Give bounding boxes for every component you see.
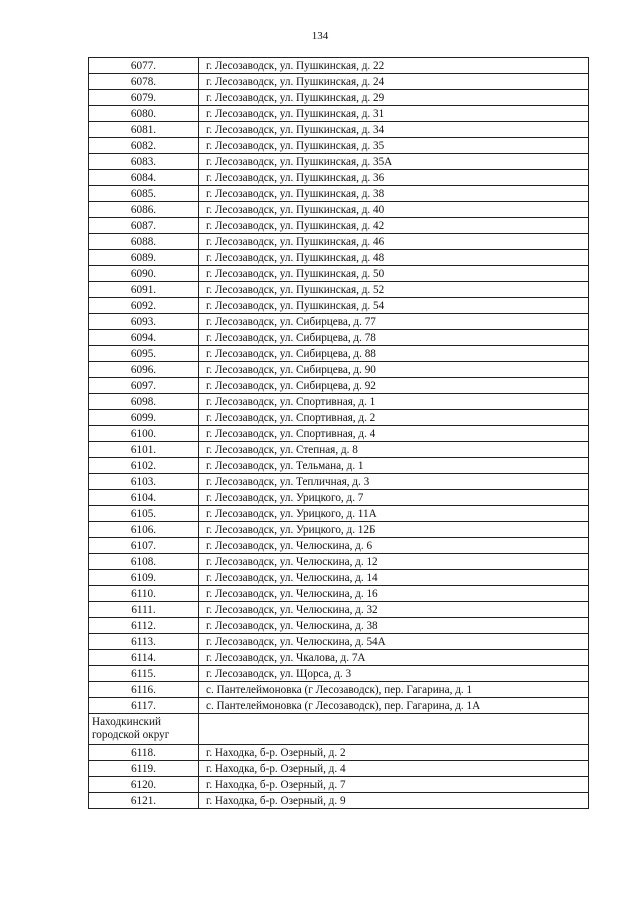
row-number-cell: 6098.: [89, 394, 199, 410]
row-number-cell: 6092.: [89, 298, 199, 314]
table-row: [89, 346, 589, 362]
table-row: [89, 474, 589, 490]
table-row: [89, 458, 589, 474]
row-number-cell: 6120.: [89, 777, 199, 793]
row-number-cell: 6089.: [89, 250, 199, 266]
table-row: [89, 298, 589, 314]
table-row: [89, 426, 589, 442]
table-row: [89, 218, 589, 234]
address-cell: г. Лесозаводск, ул. Пушкинская, д. 24: [199, 74, 589, 90]
address-cell: г. Лесозаводск, ул. Пушкинская, д. 52: [199, 282, 589, 298]
row-number-cell: 6121.: [89, 793, 199, 809]
row-number-cell: 6101.: [89, 442, 199, 458]
address-cell: г. Находка, б-р. Озерный, д. 9: [199, 793, 589, 809]
row-number-cell: 6111.: [89, 602, 199, 618]
row-number-cell: 6080.: [89, 106, 199, 122]
address-cell: г. Лесозаводск, ул. Спортивная, д. 2: [199, 410, 589, 426]
address-cell: г. Лесозаводск, ул. Спортивная, д. 4: [199, 426, 589, 442]
table-row: [89, 777, 589, 793]
row-number-cell: 6079.: [89, 90, 199, 106]
table-row: [89, 570, 589, 586]
address-cell: г. Лесозаводск, ул. Пушкинская, д. 22: [199, 58, 589, 74]
address-cell: г. Лесозаводск, ул. Щорса, д. 3: [199, 666, 589, 682]
row-number-cell: 6115.: [89, 666, 199, 682]
address-cell: г. Лесозаводск, ул. Челюскина, д. 6: [199, 538, 589, 554]
table-row: [89, 666, 589, 682]
row-number-cell: 6118.: [89, 745, 199, 761]
table-row: [89, 682, 589, 698]
address-table: [88, 57, 589, 809]
table-row: [89, 58, 589, 74]
table-row: [89, 793, 589, 809]
row-number-cell: 6077.: [89, 58, 199, 74]
row-number-cell: 6091.: [89, 282, 199, 298]
address-cell: с. Пантелеймоновка (г Лесозаводск), пер. Гагарина, д. 1А: [199, 698, 589, 714]
row-number-cell: 6114.: [89, 650, 199, 666]
address-cell: г. Лесозаводск, ул. Чкалова, д. 7А: [199, 650, 589, 666]
row-number-cell: 6102.: [89, 458, 199, 474]
address-cell: г. Лесозаводск, ул. Пушкинская, д. 40: [199, 202, 589, 218]
address-cell: г. Находка, б-р. Озерный, д. 4: [199, 761, 589, 777]
table-row: [89, 74, 589, 90]
row-number-cell: 6119.: [89, 761, 199, 777]
table-row: [89, 90, 589, 106]
address-cell: [199, 714, 589, 745]
address-cell: г. Лесозаводск, ул. Пушкинская, д. 38: [199, 186, 589, 202]
row-number-cell: 6083.: [89, 154, 199, 170]
table-row: [89, 538, 589, 554]
table-row: [89, 602, 589, 618]
row-number-cell: 6105.: [89, 506, 199, 522]
row-number-cell: 6117.: [89, 698, 199, 714]
table-row: [89, 522, 589, 538]
table-row: [89, 282, 589, 298]
address-cell: г. Лесозаводск, ул. Сибирцева, д. 92: [199, 378, 589, 394]
row-number-cell: 6085.: [89, 186, 199, 202]
table-row: [89, 106, 589, 122]
table-row: [89, 618, 589, 634]
table-row: [89, 122, 589, 138]
row-number-cell: 6095.: [89, 346, 199, 362]
row-number-cell: 6097.: [89, 378, 199, 394]
row-number-cell: 6090.: [89, 266, 199, 282]
table-row: [89, 186, 589, 202]
table-row: [89, 442, 589, 458]
address-cell: с. Пантелеймоновка (г Лесозаводск), пер. Гагарина, д. 1: [199, 682, 589, 698]
row-number-cell: 6088.: [89, 234, 199, 250]
table-row: [89, 410, 589, 426]
address-cell: г. Лесозаводск, ул. Челюскина, д. 38: [199, 618, 589, 634]
row-number-cell: 6116.: [89, 682, 199, 698]
address-cell: г. Лесозаводск, ул. Пушкинская, д. 50: [199, 266, 589, 282]
row-number-cell: 6082.: [89, 138, 199, 154]
address-cell: г. Лесозаводск, ул. Тепличная, д. 3: [199, 474, 589, 490]
row-number-cell: 6104.: [89, 490, 199, 506]
row-number-cell: 6108.: [89, 554, 199, 570]
row-number-cell: 6094.: [89, 330, 199, 346]
address-cell: г. Находка, б-р. Озерный, д. 2: [199, 745, 589, 761]
address-cell: г. Лесозаводск, ул. Сибирцева, д. 78: [199, 330, 589, 346]
table-row: [89, 506, 589, 522]
row-number-cell: 6078.: [89, 74, 199, 90]
row-number-cell: 6084.: [89, 170, 199, 186]
row-number-cell: 6107.: [89, 538, 199, 554]
table-row: [89, 202, 589, 218]
table-row: [89, 170, 589, 186]
table-row: [89, 554, 589, 570]
address-cell: г. Лесозаводск, ул. Урицкого, д. 11А: [199, 506, 589, 522]
table-row: [89, 394, 589, 410]
table-row: [89, 698, 589, 714]
address-cell: г. Лесозаводск, ул. Челюскина, д. 32: [199, 602, 589, 618]
table-row: [89, 490, 589, 506]
row-number-cell: 6110.: [89, 586, 199, 602]
address-cell: г. Лесозаводск, ул. Пушкинская, д. 54: [199, 298, 589, 314]
address-cell: г. Лесозаводск, ул. Пушкинская, д. 35: [199, 138, 589, 154]
address-cell: г. Лесозаводск, ул. Челюскина, д. 14: [199, 570, 589, 586]
address-cell: г. Лесозаводск, ул. Челюскина, д. 16: [199, 586, 589, 602]
table-row: [89, 634, 589, 650]
address-table-body: [89, 58, 589, 809]
address-cell: г. Лесозаводск, ул. Челюскина, д. 12: [199, 554, 589, 570]
address-cell: г. Лесозаводск, ул. Урицкого, д. 7: [199, 490, 589, 506]
address-cell: г. Лесозаводск, ул. Пушкинская, д. 35А: [199, 154, 589, 170]
row-number-cell: 6113.: [89, 634, 199, 650]
row-number-cell: 6109.: [89, 570, 199, 586]
table-row: [89, 330, 589, 346]
table-row: [89, 234, 589, 250]
address-cell: г. Находка, б-р. Озерный, д. 7: [199, 777, 589, 793]
row-number-cell: 6093.: [89, 314, 199, 330]
table-row: [89, 745, 589, 761]
address-cell: г. Лесозаводск, ул. Пушкинская, д. 46: [199, 234, 589, 250]
address-cell: г. Лесозаводск, ул. Сибирцева, д. 77: [199, 314, 589, 330]
address-cell: г. Лесозаводск, ул. Челюскина, д. 54А: [199, 634, 589, 650]
address-cell: г. Лесозаводск, ул. Пушкинская, д. 48: [199, 250, 589, 266]
address-cell: г. Лесозаводск, ул. Степная, д. 8: [199, 442, 589, 458]
address-cell: г. Лесозаводск, ул. Пушкинская, д. 42: [199, 218, 589, 234]
address-cell: г. Лесозаводск, ул. Спортивная, д. 1: [199, 394, 589, 410]
table-row: [89, 266, 589, 282]
group-name-cell: Находкинский городской округ: [89, 714, 199, 745]
row-number-cell: 6099.: [89, 410, 199, 426]
address-cell: г. Лесозаводск, ул. Пушкинская, д. 29: [199, 90, 589, 106]
page-number: 134: [311, 30, 329, 42]
table-row: [89, 314, 589, 330]
row-number-cell: 6081.: [89, 122, 199, 138]
address-cell: г. Лесозаводск, ул. Пушкинская, д. 31: [199, 106, 589, 122]
address-cell: г. Лесозаводск, ул. Сибирцева, д. 88: [199, 346, 589, 362]
row-number-cell: 6106.: [89, 522, 199, 538]
row-number-cell: 6086.: [89, 202, 199, 218]
address-cell: г. Лесозаводск, ул. Тельмана, д. 1: [199, 458, 589, 474]
address-cell: г. Лесозаводск, ул. Пушкинская, д. 34: [199, 122, 589, 138]
table-row: [89, 761, 589, 777]
row-number-cell: 6100.: [89, 426, 199, 442]
row-number-cell: 6096.: [89, 362, 199, 378]
table-row: [89, 586, 589, 602]
table-row: [89, 138, 589, 154]
table-row: [89, 378, 589, 394]
row-number-cell: 6112.: [89, 618, 199, 634]
table-row: [89, 362, 589, 378]
address-cell: г. Лесозаводск, ул. Сибирцева, д. 90: [199, 362, 589, 378]
address-cell: г. Лесозаводск, ул. Пушкинская, д. 36: [199, 170, 589, 186]
table-row: [89, 154, 589, 170]
table-row: [89, 250, 589, 266]
address-cell: г. Лесозаводск, ул. Урицкого, д. 12Б: [199, 522, 589, 538]
group-header-row: [89, 714, 589, 745]
row-number-cell: 6103.: [89, 474, 199, 490]
row-number-cell: 6087.: [89, 218, 199, 234]
table-row: [89, 650, 589, 666]
